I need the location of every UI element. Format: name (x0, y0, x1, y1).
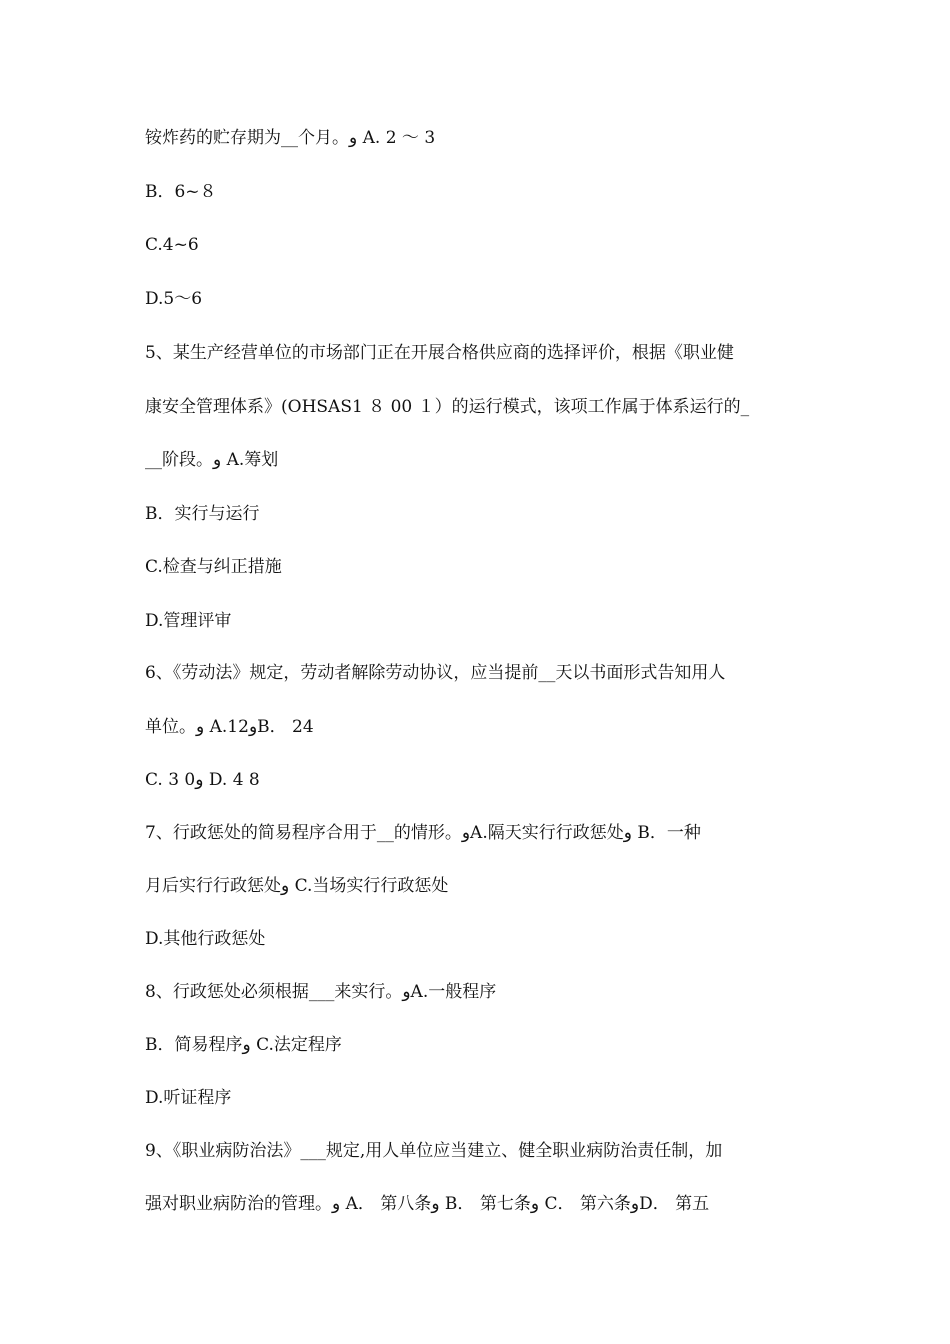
question-8-options-bc: B．简易程序و C.法定程序 (145, 1035, 342, 1055)
question-8-stem-line: 8、行政惩处必须根据___来实行。وA.一般程序 (145, 982, 497, 1002)
question-6-stem-line-1: 6、《劳动法》规定，劳动者解除劳动协议，应当提前__天以书面形式告知用人 (145, 663, 726, 683)
question-4-option-c: C.4~6 (145, 235, 199, 255)
question-7-stem-line-2: 月后实行行政惩处و C.当场实行行政惩处 (145, 876, 449, 896)
question-6-options-cd: C. 3 0و D. 4 8 (145, 770, 260, 790)
question-4-option-d: D.5～6 (145, 289, 203, 309)
question-7-option-d: D.其他行政惩处 (145, 929, 266, 949)
question-5-option-b: B．实行与运行 (145, 504, 260, 524)
question-5-option-c: C.检查与纠正措施 (145, 557, 282, 577)
question-5-stem-line-1: 5、某生产经营单位的市场部门正在开展合格供应商的选择评价，根据《职业健 (145, 343, 734, 363)
question-4-option-b: B．6~８ (145, 182, 217, 202)
question-9-stem-line-2: 强对职业病防治的管理。و A． 第八条و B． 第七条و C． 第六条وD． 第五 (145, 1194, 710, 1214)
question-8-option-d: D.听证程序 (145, 1088, 232, 1108)
question-5-stem-line-2: 康安全管理体系》(OHSAS1 ８ 00 １）的运行模式，该项工作属于体系运行的_ (145, 397, 750, 417)
question-9-stem-line-1: 9、《职业病防治法》___规定,用人单位应当建立、健全职业病防治责任制，加 (145, 1141, 723, 1161)
question-5-stem-line-3: __阶段。و A.筹划 (145, 450, 279, 470)
question-6-stem-line-2: 单位。و A.12وB． 24 (145, 717, 314, 737)
question-5-option-d: D.管理评审 (145, 611, 232, 631)
question-4-stem-line: 铵炸药的贮存期为__个月。و A. 2 ～ 3 (145, 128, 436, 148)
question-7-stem-line-1: 7、行政惩处的简易程序合用于__的情形。وA.隔天实行行政惩处و B．一种 (145, 823, 701, 843)
